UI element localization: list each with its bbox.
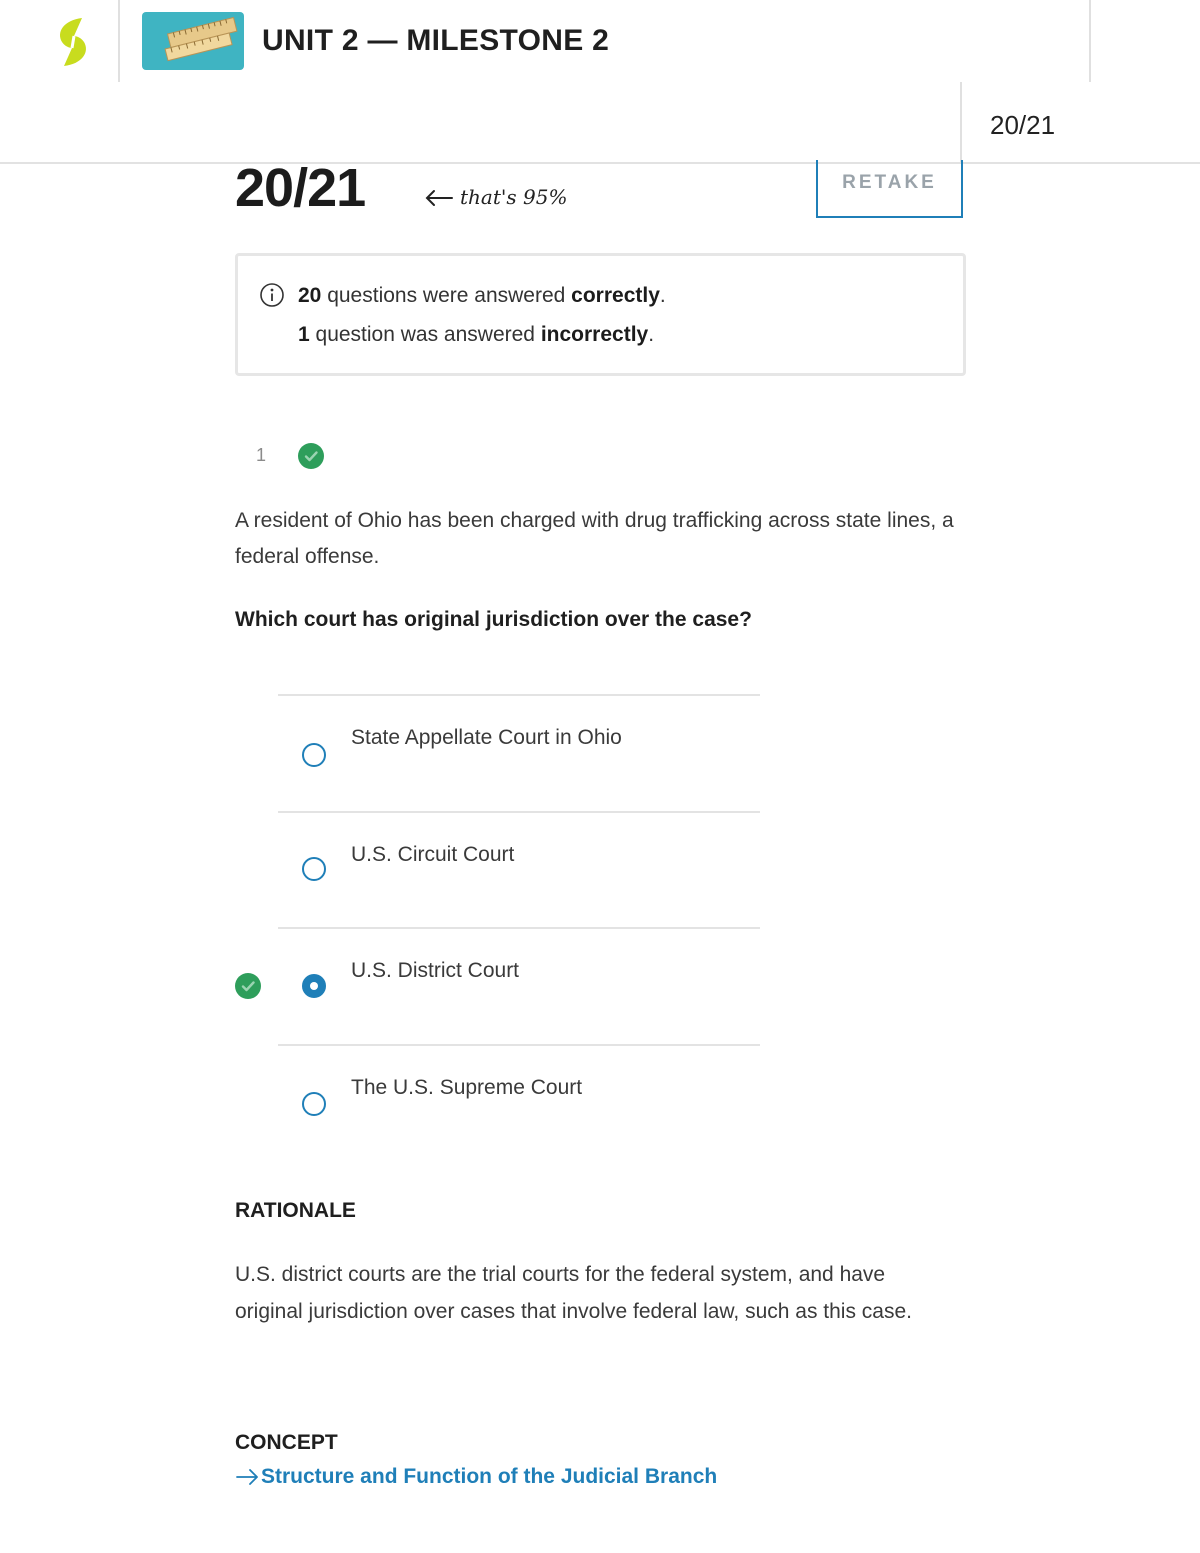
header-divider xyxy=(118,0,120,82)
correct-check-icon xyxy=(298,443,324,469)
question-prompt: Which court has original jurisdiction over the case? xyxy=(235,608,752,631)
incorrect-text: question was answered xyxy=(309,323,541,346)
option-radio-3[interactable] xyxy=(302,974,326,998)
percent-text: that's 95% xyxy=(460,185,568,209)
question-number: 1 xyxy=(256,445,267,465)
summary-incorrect xyxy=(298,323,654,347)
correct-answer-check-icon xyxy=(235,973,261,999)
retake-button[interactable]: RETAKE xyxy=(816,160,963,218)
option-radio-4[interactable] xyxy=(302,1092,326,1116)
option-radio-2[interactable] xyxy=(302,857,326,881)
option-radio-1[interactable] xyxy=(302,743,326,767)
concept-heading: CONCEPT xyxy=(235,1431,338,1454)
question-text: A resident of Ohio has been charged with drug trafficking across state lines, a federal offense. xyxy=(235,509,954,568)
unit-thumbnail xyxy=(142,12,244,70)
option-label-2[interactable]: U.S. Circuit Court xyxy=(351,843,515,866)
incorrect-period: . xyxy=(648,323,655,346)
sophia-logo-icon[interactable] xyxy=(50,14,96,70)
option-divider xyxy=(278,1044,760,1046)
arrow-right-icon xyxy=(235,1467,261,1487)
summary-correct xyxy=(298,284,666,308)
correct-text: questions were answered xyxy=(321,284,572,307)
option-divider xyxy=(278,811,760,813)
concept-link[interactable] xyxy=(235,1465,717,1489)
option-label-1[interactable]: State Appellate Court in Ohio xyxy=(351,726,622,749)
incorrect-word: incorrectly xyxy=(540,323,649,346)
header-score: 20/21 xyxy=(990,110,1056,140)
option-divider xyxy=(278,927,760,929)
score-divider xyxy=(960,82,962,162)
results-summary xyxy=(235,253,966,376)
option-divider xyxy=(278,694,760,696)
rationale-text: U.S. district courts are the trial courts for the federal system, and have original jurisdiction over cases that involve federal law, such as this case. xyxy=(235,1263,913,1323)
rationale-heading: RATIONALE xyxy=(235,1199,356,1222)
header-bottom-divider xyxy=(0,162,1200,164)
option-label-3[interactable]: U.S. District Court xyxy=(351,959,520,982)
correct-word: correctly xyxy=(571,284,660,307)
correct-count: 20 xyxy=(298,284,322,307)
concept-link-label: Structure and Function of the Judicial Branch xyxy=(261,1465,718,1488)
score-value: 20/21 xyxy=(235,158,366,218)
arrow-left-icon xyxy=(424,187,454,207)
incorrect-count: 1 xyxy=(298,323,310,346)
info-icon xyxy=(259,282,285,308)
correct-period: . xyxy=(659,284,666,307)
page-title: UNIT 2 — MILESTONE 2 xyxy=(262,24,610,57)
option-label-4[interactable]: The U.S. Supreme Court xyxy=(351,1076,583,1099)
percent-note xyxy=(424,180,567,214)
header-divider-right xyxy=(1089,0,1091,82)
